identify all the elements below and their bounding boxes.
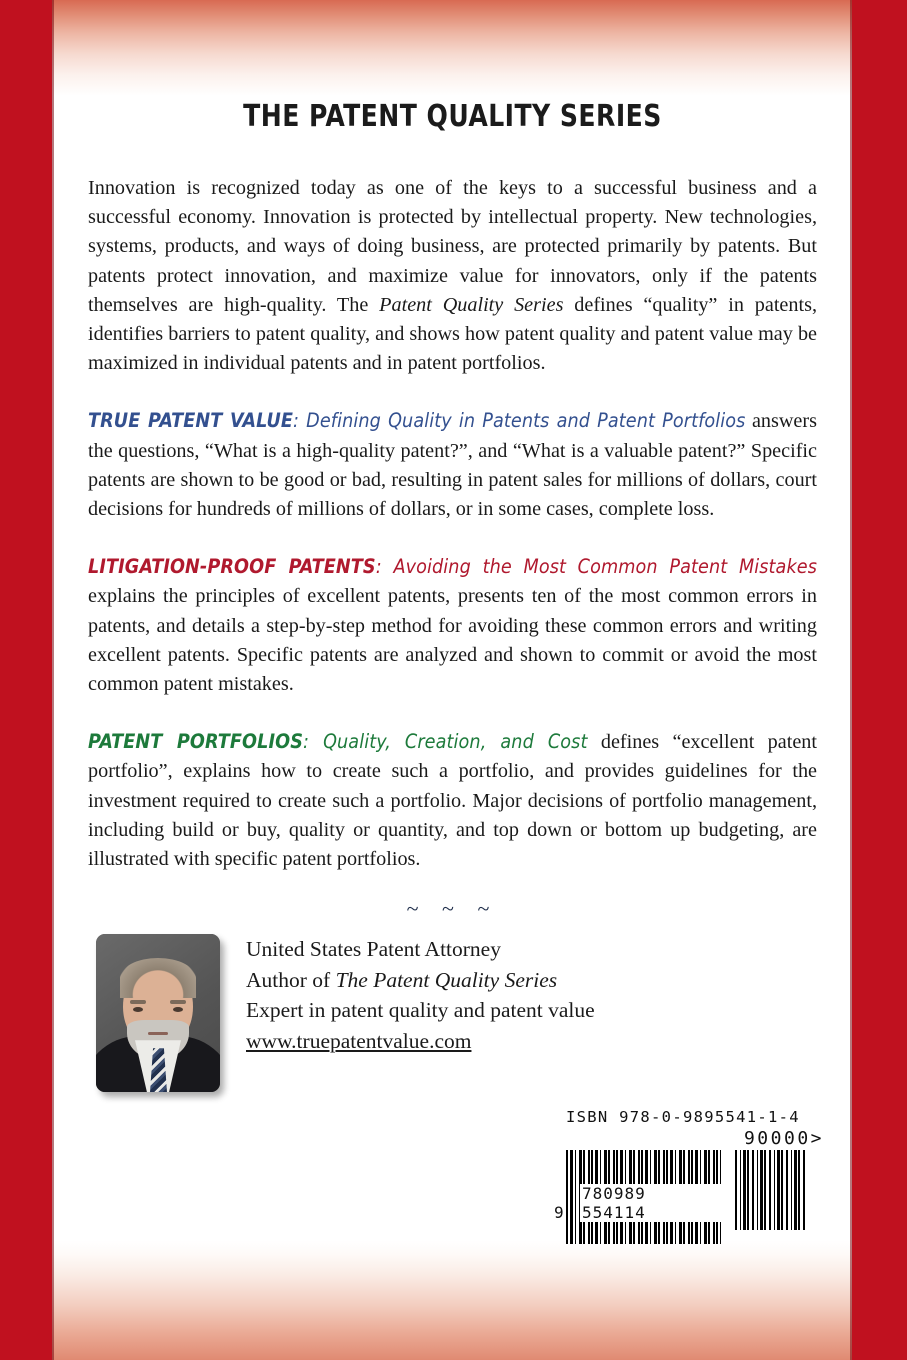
left-red-band [0,0,52,1360]
book-title-colon-2: : [303,730,324,754]
author-books-prefix: Author of [246,967,336,992]
book-title-colon-1: : [375,555,394,579]
isbn-number: ISBN 978-0-9895541-1-4 [566,1108,800,1126]
author-line-title: United States Patent Attorney [246,937,501,962]
ean5-addon-bars [735,1150,807,1230]
book-subtitle-litigation-proof-patents: Avoiding the Most Common Patent Mistakes [393,555,817,579]
book-entry-true-patent-value [88,406,817,524]
author-block [88,934,817,1092]
cover-content [88,0,817,1092]
page-title: THE PATENT QUALITY SERIES [243,99,662,134]
ean13-first-digit: 9 [554,1203,565,1222]
intro-text-part-2: defines “quality” in patents, identifies barriers to patent quality, and shows how patent quality and patent value may be maximized in individual patents and in patent portfolios. [88,293,817,375]
book-title-patent-portfolios: PATENT PORTFOLIOS [88,730,303,754]
book-entry-litigation-proof-patents [88,552,817,699]
author-books-series-italic: The Patent Quality Series [335,967,558,992]
book-subtitle-true-patent-value: Defining Quality in Patents and Patent Portfolios [306,409,746,433]
intro-paragraph [88,174,817,378]
tilde-separator: ~ ~ ~ [406,896,499,922]
bottom-gradient-wash [52,1240,852,1360]
intro-text-part-1: Innovation is recognized today as one of the keys to a successful business and a successful economy. Innovation is protected by intellectual property. New technologies, systems, products, and ways of doing business, are protected primarily by patents. But patents protect innovation, and maximize value for innovators, only if the patents themselves are high-quality. The [88,177,817,316]
book-entry-patent-portfolios [88,727,817,874]
book-title-true-patent-value: TRUE PATENT VALUE [88,409,293,433]
book-description-0: answers the questions, “What is a high-quality patent?”, and “What is a valuable patent?” Specific patents are shown to be good or bad, resulting in patent sales for millions of dollars, court decisions for hundreds of millions of dollars, or in some cases, complete loss. [88,410,817,521]
portrait-illustration [96,934,220,1092]
author-credentials [246,934,595,1056]
right-red-band [852,0,907,1360]
book-description-1: explains the principles of excellent patents, presents ten of the most common errors in patents, and details a step-by-step method for avoiding these common errors and writing excellent patents. Specific patents are analyzed and shown to commit or avoid the most common patent mistakes. [88,585,817,696]
book-title-colon-0: : [293,409,307,433]
author-website-link[interactable]: www.truepatentvalue.com [246,1028,472,1053]
book-description-2: defines “excellent patent portfolio”, explains how to create such a portfolio, and provides guidelines for the investment required to create such a portfolio. Major decisions of portfolio management, including build or buy, quality or quantity, and top down or bottom up budgeting, are illustrated with specific patent portfolios. [88,731,817,871]
author-line-expertise: Expert in patent quality and patent value [246,998,595,1023]
book-subtitle-patent-portfolios: Quality, Creation, and Cost [323,730,588,754]
author-line-books [246,965,595,996]
intro-series-title-italic: Patent Quality Series [379,293,564,316]
author-photo [96,934,220,1092]
ean13-main-digits: 780989 554114 [580,1184,721,1222]
barcode-addon-price-code: 90000> [743,1128,824,1149]
isbn-barcode-block [554,1108,826,1230]
ean13-barcode [554,1150,721,1222]
ean5-addon-barcode [735,1150,807,1230]
book-title-litigation-proof-patents: LITIGATION-PROOF PATENTS [88,555,376,579]
barcode-bars-row [554,1150,826,1230]
